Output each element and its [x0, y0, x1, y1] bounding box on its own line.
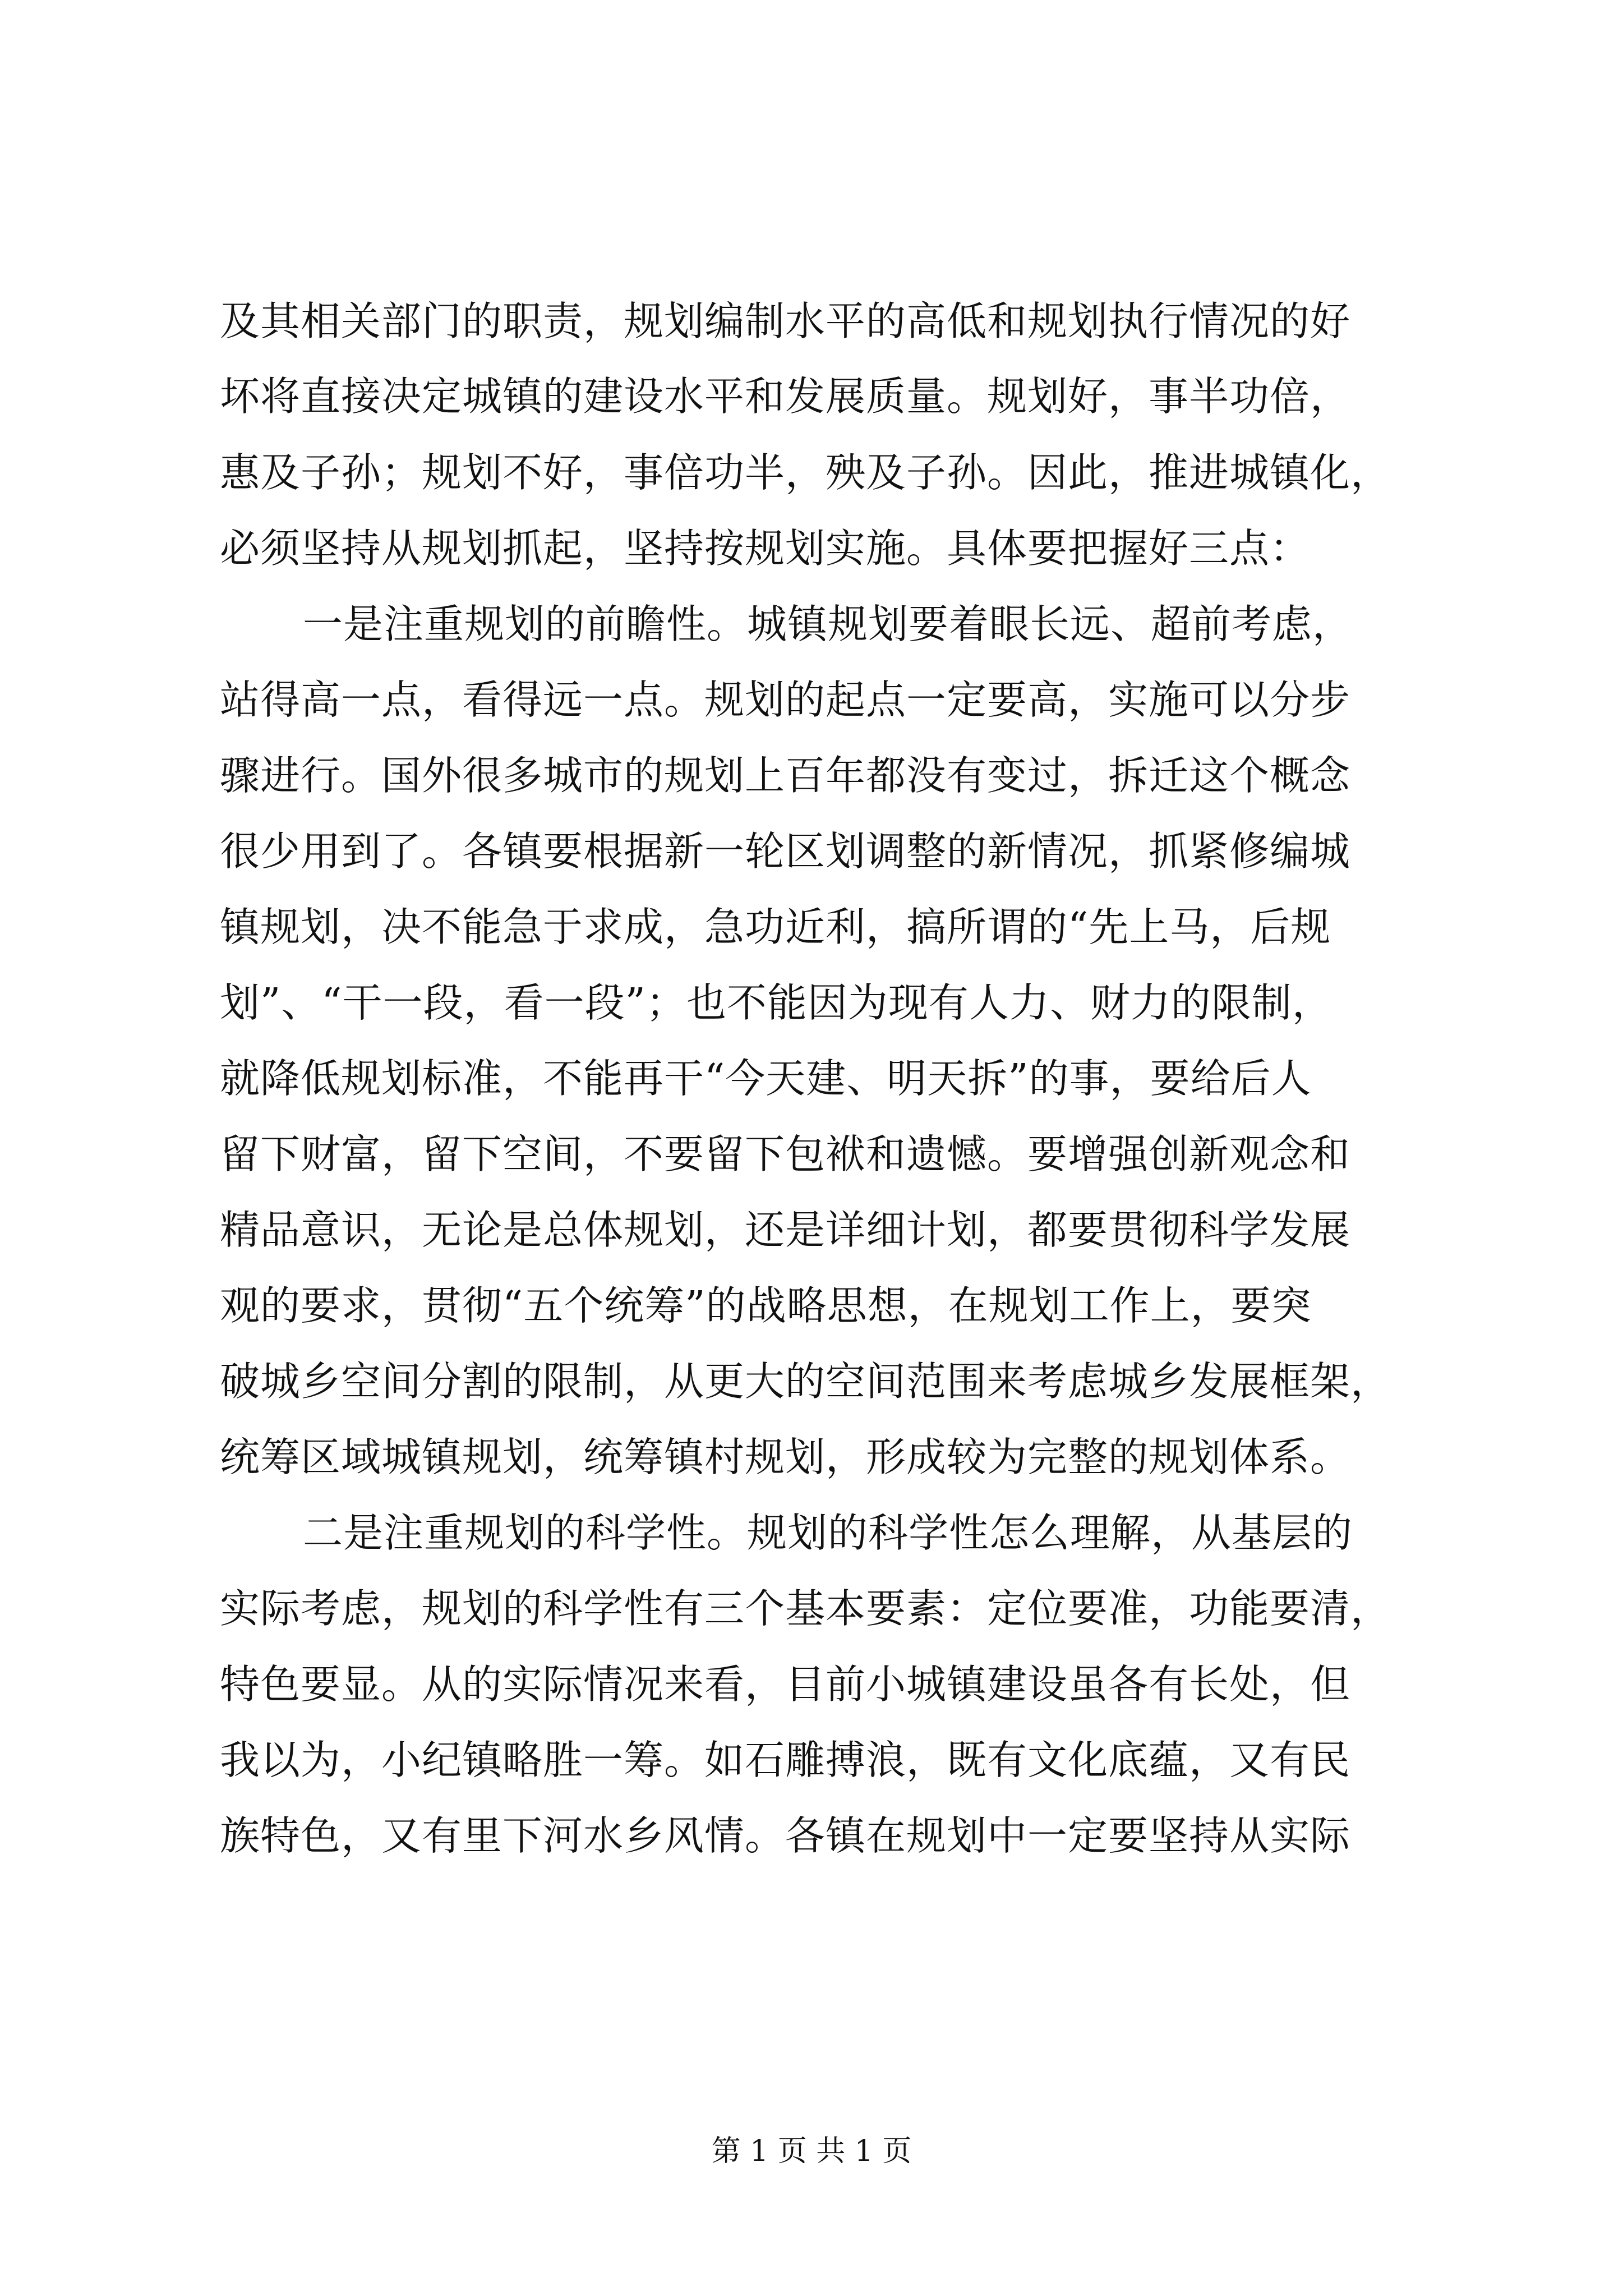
text-line: 骤进行。国外很多城市的规划上百年都没有变过，拆迁这个概念	[220, 752, 1351, 799]
text-line: 留下财富，留下空间，不要留下包袱和遗憾。要增强创新观念和	[220, 1131, 1351, 1177]
text-line: 我以为，小纪镇略胜一筹。如石雕搏浪，既有文化底蕴，又有民	[220, 1737, 1351, 1783]
text-line: 特色要显。从的实际情况来看，目前小城镇建设虽各有长处，但	[220, 1661, 1351, 1708]
text-line: 站得高一点，看得远一点。规划的起点一定要高，实施可以分步	[220, 677, 1351, 723]
text-line: 就降低规划标准，不能再干“今天建、明天拆”的事，要给后人	[220, 1055, 1312, 1102]
text-line: 惠及子孙；规划不好，事倍功半，殃及子孙。因此，推进城镇化，	[220, 449, 1391, 496]
text-line: 族特色，又有里下河水乡风情。各镇在规划中一定要坚持从实际	[220, 1812, 1351, 1859]
text-line: 统筹区域城镇规划，统筹镇村规划，形成较为完整的规划体系。	[220, 1434, 1351, 1480]
text-line: 观的要求，贯彻“五个统筹”的战略思想，在规划工作上，要突	[220, 1282, 1312, 1329]
text-line: 镇规划，决不能急于求成，急功近利，搞所谓的“先上马，后规	[220, 904, 1331, 950]
paragraph-first-line: 一是注重规划的前瞻性。城镇规划要着眼长远、超前考虑，	[303, 601, 1353, 647]
text-line: 划”、“干一段，看一段”；也不能因为现有人力、财力的限制，	[220, 979, 1332, 1026]
page-number: 第 1 页 共 1 页	[711, 2134, 912, 2168]
text-line: 精品意识，无论是总体规划，还是详细计划，都要贯彻科学发展	[220, 1207, 1351, 1253]
text-line: 实际考虑，规划的科学性有三个基本要素：定位要准，功能要清，	[220, 1585, 1391, 1632]
text-line: 很少用到了。各镇要根据新一轮区划调整的新情况，抓紧修编城	[220, 828, 1351, 875]
text-line: 及其相关部门的职责，规划编制水平的高低和规划执行情况的好	[220, 298, 1351, 344]
text-line: 坏将直接决定城镇的建设水平和发展质量。规划好，事半功倍，	[220, 373, 1351, 420]
text-line: 必须坚持从规划抓起，坚持按规划实施。具体要把握好三点：	[220, 525, 1311, 572]
text-line: 破城乡空间分割的限制，从更大的空间范围来考虑城乡发展框架，	[220, 1358, 1391, 1405]
paragraph-first-line: 二是注重规划的科学性。规划的科学性怎么理解，从基层的	[303, 1510, 1353, 1556]
